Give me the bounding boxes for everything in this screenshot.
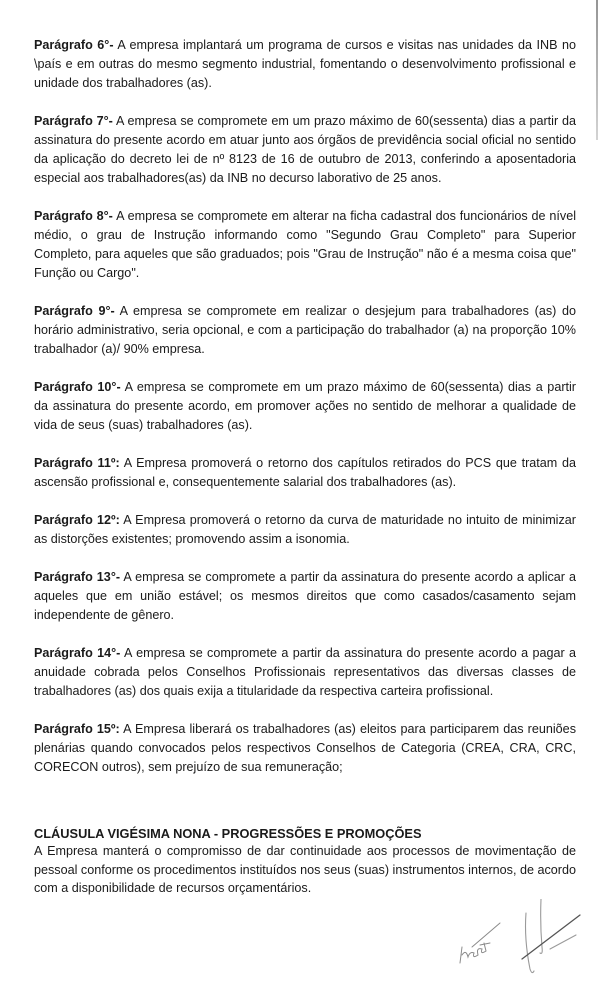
paragraph-text: A empresa se compromete em realizar o desjejum para trabalhadores (as) do horário administrativo, seria opcional, e com a participação do trabalhador (a) na proporção 10% trabalhador (a)/ 90% empresa. [34, 304, 576, 356]
paragraph-11 [34, 454, 576, 492]
paragraph-text: A empresa se compromete a partir da assinatura do presente acordo a pagar a anuidade cobrada pelos Conselhos Profissionais representativos das diversas classes de trabalhadores (as) dos quais exija a titularidade da respectiva carteira profissional. [34, 646, 576, 698]
signatures [400, 899, 600, 988]
clause-section [34, 825, 576, 898]
initials-signature-icon [460, 923, 500, 963]
paragraph-14 [34, 644, 576, 701]
paragraph-label: Parágrafo 6°- [34, 38, 114, 52]
document-body [34, 0, 576, 988]
scan-edge-artifact [596, 0, 598, 140]
paragraph-text: A empresa se compromete em alterar na ficha cadastral dos funcionários de nível médio, o grau de Instrução informando como "Segundo Grau Completo" para Superior Completo, para aqueles que são graduados; pois "Grau de Instrução" não é a mesma coisa que" Função ou Cargo". [34, 209, 576, 280]
paragraph-12 [34, 511, 576, 549]
paragraph-13 [34, 568, 576, 625]
paragraph-label: Parágrafo 8°- [34, 209, 113, 223]
paragraph-8 [34, 207, 576, 283]
paragraph-text: A empresa se compromete a partir da assinatura do presente acordo a aplicar a aqueles que em união estável; os mesmos direitos que como casados/casamento sejam independente de gênero. [34, 570, 576, 622]
paragraph-label: Parágrafo 12º: [34, 513, 120, 527]
paragraph-7 [34, 112, 576, 188]
paragraph-text: A empresa se compromete em um prazo máximo de 60(sessenta) dias a partir da assinatura do presente acordo, em promover ações no sentido de melhorar a qualidade de vida de seus (suas) trabalhadores (as). [34, 380, 577, 432]
paragraph-label: Parágrafo 11º: [34, 456, 120, 470]
clause-body: A Empresa manterá o compromisso de dar continuidade aos processos de movimentação de pessoal conforme os procedimentos instituídos nos seus (suas) instrumentos internos, de acordo com a disponibilidade de recursos orçamentários. [34, 844, 576, 895]
paragraph-label: Parágrafo 15º: [34, 722, 120, 736]
paragraph-label: Parágrafo 13°- [34, 570, 121, 584]
paragraph-label: Parágrafo 9°- [34, 304, 115, 318]
paragraph-label: Parágrafo 7°- [34, 114, 113, 128]
paragraph-9 [34, 302, 576, 359]
paragraph-label: Parágrafo 14°- [34, 646, 121, 660]
clause-title: CLÁUSULA VIGÉSIMA NONA - PROGRESSÕES E PROMOÇÕES [34, 826, 422, 841]
paragraph-10 [34, 378, 576, 435]
paragraph-text: A empresa se compromete em um prazo máximo de 60(sessenta) dias a partir da assinatura do presente acordo em atuar junto aos órgãos de previdência social oficial no sentido da aplicação do decreto lei de nº 8123 de 16 de outubro de 2013, conferindo a aposentadoria especial aos trabalhadores(as) da INB no decurso laborativo de 25 anos. [34, 114, 576, 185]
paragraph-label: Parágrafo 10°- [34, 380, 121, 394]
signature-icon [522, 899, 580, 973]
paragraph-text: A Empresa promoverá o retorno dos capítulos retirados do PCS que tratam da ascensão profissional e, consequentemente salarial dos trabalhadores (as). [34, 456, 576, 489]
paragraph-text: A empresa implantará um programa de cursos e visitas nas unidades da INB no \país e em outras do mesmo segmento industrial, fomentando o desenvolvimento profissional e unidade dos trabalhadores (as). [34, 38, 576, 90]
paragraph-15 [34, 720, 576, 777]
paragraph-text: A Empresa liberará os trabalhadores (as) eleitos para participarem das reuniões plenárias quando convocados pelos respectivos Conselhos de Categoria (CREA, CRA, CRC, CORECON outros), sem prejuízo de sua remuneração; [34, 722, 576, 774]
paragraph-text: A Empresa promoverá o retorno da curva de maturidade no intuito de minimizar as distorções existentes; promovendo assim a isonomia. [34, 513, 576, 546]
paragraph-6 [34, 36, 576, 93]
